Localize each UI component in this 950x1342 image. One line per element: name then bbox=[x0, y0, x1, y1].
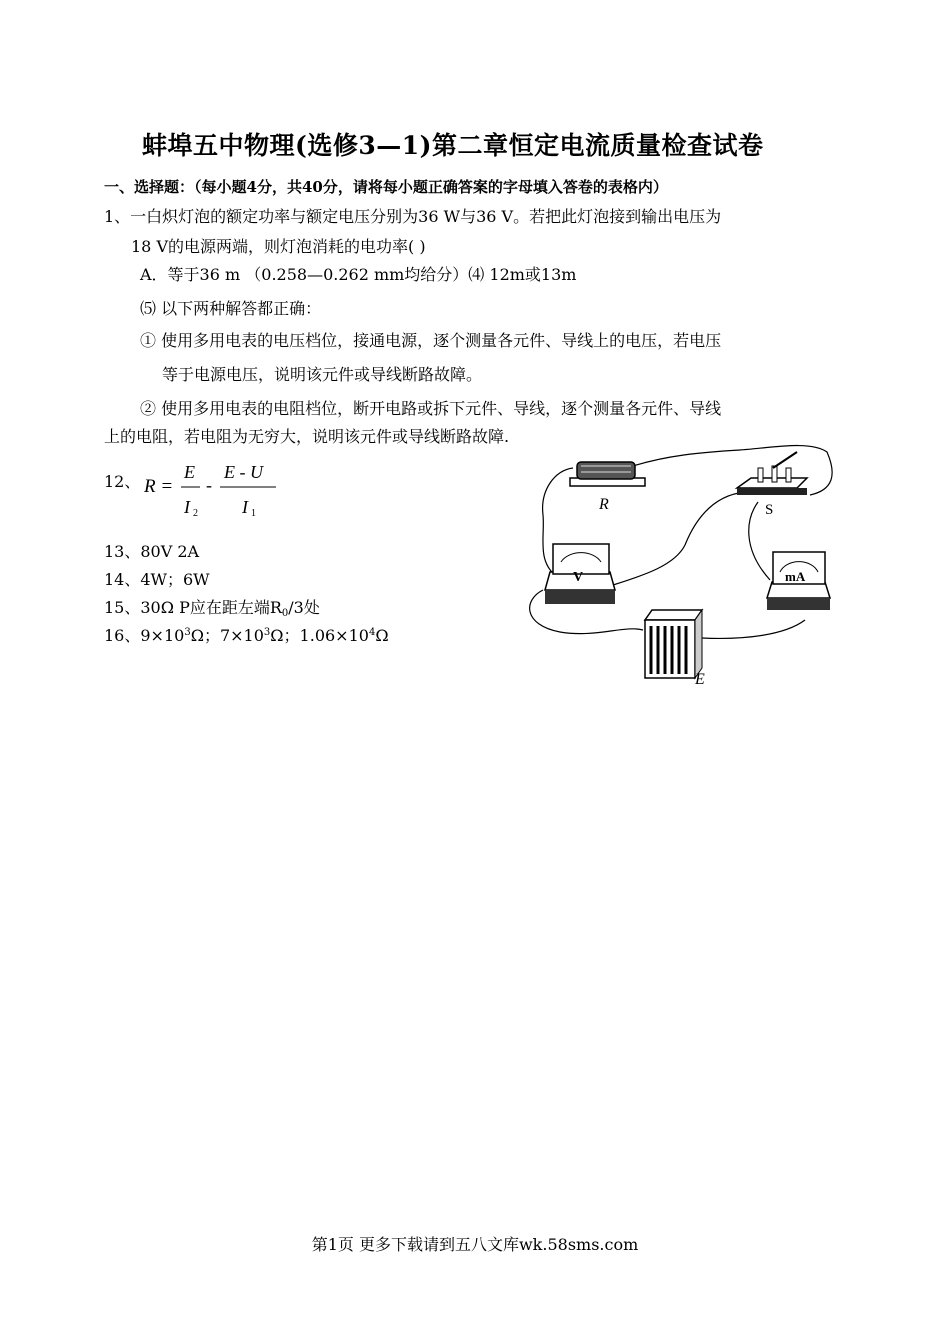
answer-12-formula bbox=[144, 458, 294, 522]
resistor-label: R bbox=[599, 496, 609, 513]
resistor bbox=[570, 462, 645, 513]
milliammeter-label: mA bbox=[785, 569, 806, 584]
formula-minus: - bbox=[206, 475, 212, 495]
milliammeter bbox=[767, 552, 830, 610]
answer-16-part-2: Ω；7×10 bbox=[190, 626, 264, 645]
answer-16-part-4: Ω bbox=[375, 626, 389, 645]
section-heading: 一、选择题：（每小题4分，共40分，请将每小题正确答案的字母填入答卷的表格内） bbox=[104, 178, 668, 196]
answer-15-text: 15、30Ω P应在距左端R bbox=[104, 598, 282, 617]
battery bbox=[645, 610, 705, 688]
question-1-line-2: 18 V的电源两端，则灯泡消耗的电功率( ) bbox=[131, 237, 426, 256]
answer-note-5: ⑸ 以下两种解答都正确： bbox=[140, 299, 322, 318]
battery-label: E bbox=[695, 671, 705, 688]
formula-numerator-2: E - U bbox=[224, 462, 263, 482]
question-1-line-1: 1、一白炽灯泡的额定功率与额定电压分别为36 W与36 V。若把此灯泡接到输出电压为 bbox=[104, 207, 722, 226]
answer-15-subscript: 0 bbox=[281, 608, 289, 619]
solution-2-line-2: 上的电阻，若电阻为无穷大，说明该元件或导线断路故障. bbox=[104, 427, 510, 446]
formula-denominator-2-subscript: 1 bbox=[251, 508, 256, 519]
formula-denominator-1: I bbox=[184, 497, 190, 517]
circuit-diagram bbox=[515, 440, 845, 700]
page-title: 蚌埠五中物理(选修3—1)第二章恒定电流质量检查试卷 bbox=[142, 131, 764, 160]
voltmeter-label: V bbox=[573, 570, 584, 585]
formula-denominator-1-subscript: 2 bbox=[193, 508, 198, 519]
solution-2-line-1: ② 使用多用电表的电阻档位，断开电路或拆下元件、导线，逐个测量各元件、导线 bbox=[140, 399, 722, 418]
answer-16-exp-2: 3 bbox=[263, 627, 271, 638]
formula-numerator-1: E bbox=[184, 462, 195, 482]
answer-16 bbox=[104, 623, 389, 646]
answer-14: 14、4W；6W bbox=[104, 570, 210, 589]
answer-15-tail: /3处 bbox=[288, 598, 320, 617]
answer-15 bbox=[104, 595, 320, 619]
formula-lhs: R = bbox=[144, 476, 174, 497]
page-footer: 第1页 更多下载请到五八文库wk.58sms.com bbox=[311, 1235, 639, 1254]
solution-1-line-2: 等于电源电压，说明该元件或导线断路故障。 bbox=[162, 365, 483, 384]
formula-denominator-2: I bbox=[242, 497, 248, 517]
switch bbox=[737, 452, 807, 518]
voltmeter bbox=[545, 544, 615, 604]
answer-16-part-1: 16、9×10 bbox=[104, 626, 185, 645]
answer-16-exp-1: 3 bbox=[184, 627, 191, 638]
answer-16-exp-3: 4 bbox=[368, 627, 376, 638]
answer-13: 13、80V 2A bbox=[104, 542, 200, 561]
switch-label: S bbox=[765, 502, 774, 518]
option-a: A．等于36 m （0.258—0.262 mm均给分）⑷ 12m或13m bbox=[140, 265, 577, 284]
solution-1-line-1: ① 使用多用电表的电压档位，接通电源，逐个测量各元件、导线上的电压，若电压 bbox=[140, 331, 722, 350]
answer-16-part-3: Ω；1.06×10 bbox=[270, 626, 369, 645]
answer-12-label: 12、 bbox=[104, 472, 141, 491]
